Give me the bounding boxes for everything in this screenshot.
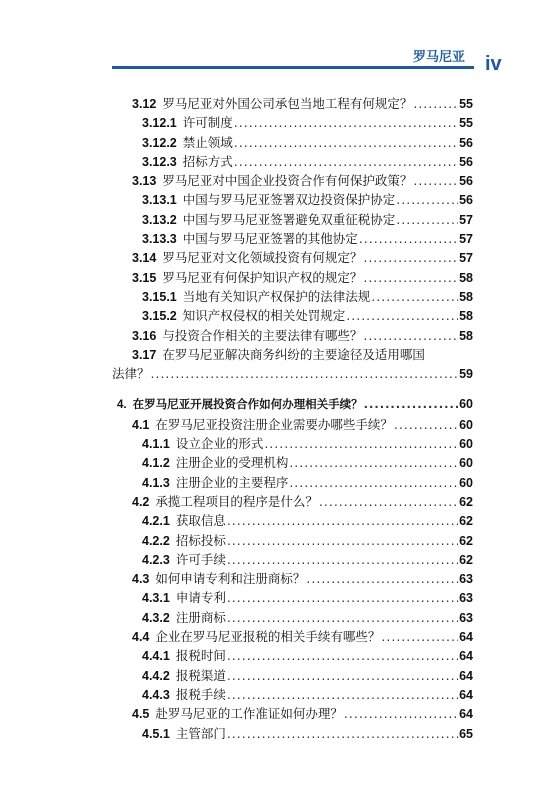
toc-entry-title: 获取信息 xyxy=(175,513,226,529)
toc-entry-title: 主管部门 xyxy=(175,725,226,741)
toc-entry-title: 申请专利 xyxy=(175,590,226,606)
toc-entry-page: 58 xyxy=(459,289,473,304)
toc-entry-title: 如何申请专利和注册商标？ xyxy=(155,571,306,587)
toc-entry-number: 4.1 xyxy=(132,417,150,432)
toc-leader-dots xyxy=(227,646,458,665)
toc-entry[interactable] xyxy=(112,190,473,209)
toc-entry-title: 在罗马尼亚投资注册企业需要办哪些手续？ xyxy=(155,416,393,432)
toc-entry-number: 4.2.2 xyxy=(142,533,170,548)
toc-entry-page: 57 xyxy=(459,251,473,266)
toc-leader-dots xyxy=(413,94,458,113)
toc-entry-page: 60 xyxy=(459,456,473,471)
toc-entry-number: 4.2.1 xyxy=(142,514,170,529)
toc-entry[interactable] xyxy=(112,453,473,472)
toc-leader-dots xyxy=(396,190,458,209)
toc-entry-number: 3.12 xyxy=(132,97,157,111)
toc-leader-dots xyxy=(151,364,459,383)
toc-entry-title: 招标方式 xyxy=(182,153,233,169)
toc-leader-dots xyxy=(364,395,459,414)
toc-entry[interactable] xyxy=(112,152,473,171)
toc-entry-title: 中国与罗马尼亚签署的其他协定 xyxy=(182,231,358,247)
toc-leader-dots xyxy=(359,229,458,248)
toc-entry-page: 65 xyxy=(459,726,473,741)
toc-leader-dots xyxy=(363,268,458,287)
toc-entry-number: 3.16 xyxy=(132,328,157,343)
toc-entry[interactable] xyxy=(112,171,473,190)
toc-entry[interactable] xyxy=(112,268,473,287)
toc-entry[interactable] xyxy=(112,133,473,152)
toc-section-3 xyxy=(112,94,473,345)
toc-entry-page: 56 xyxy=(459,193,473,208)
toc-entry-title: 中国与罗马尼亚签署避免双重征税协定 xyxy=(182,211,396,227)
toc-entry[interactable] xyxy=(112,646,473,665)
toc-leader-dots xyxy=(227,608,458,627)
toc-entry[interactable] xyxy=(112,492,473,511)
toc-entry-title: 企业在罗马尼亚报税的相关手续有哪些？ xyxy=(155,629,381,645)
toc-entry[interactable] xyxy=(112,569,473,588)
toc-entry-number: 4.4.1 xyxy=(142,649,170,664)
toc-entry-number: 3.13.3 xyxy=(142,232,177,247)
header-title: 罗马尼亚 xyxy=(413,50,466,65)
toc-entry[interactable] xyxy=(112,531,473,550)
toc-entry[interactable] xyxy=(112,248,473,267)
toc-entry-title: 注册企业的主要程序 xyxy=(175,474,289,490)
toc-entry-title: 注册企业的受理机构 xyxy=(175,455,289,471)
toc-entry-page: 64 xyxy=(459,630,473,645)
toc-entry[interactable] xyxy=(112,434,473,453)
toc-leader-dots xyxy=(363,326,458,345)
toc-entry-number: 4.1.1 xyxy=(142,437,170,452)
toc-entry-title: 知识产权侵权的相关处罚规定 xyxy=(182,308,346,324)
toc-entry[interactable] xyxy=(112,306,473,325)
toc-entry-title: 罗马尼亚对文化领域投资有何规定？ xyxy=(162,250,363,266)
toc-entry-page: 62 xyxy=(459,494,473,509)
toc-entry-title: 许可制度 xyxy=(182,115,233,131)
toc-entry[interactable] xyxy=(112,627,473,646)
toc-entry-number: 3.12.2 xyxy=(142,135,177,150)
toc-entry-number: 3.15.1 xyxy=(142,289,177,304)
toc-entry[interactable] xyxy=(112,608,473,627)
toc-entry-title: 注册商标 xyxy=(175,609,226,625)
toc-entry-page: 63 xyxy=(459,572,473,587)
toc-entry-page: 56 xyxy=(459,135,473,150)
toc-entry-page: 64 xyxy=(459,707,473,722)
toc-entry-3-17[interactable] xyxy=(112,345,473,384)
toc-entry-title: 赴罗马尼亚的工作准证如何办理？ xyxy=(155,706,343,722)
toc-entry-page: 58 xyxy=(459,328,473,343)
toc-entry-number: 3.13.2 xyxy=(142,212,177,227)
toc-entry[interactable] xyxy=(112,724,473,743)
toc-entry-number: 4.1.2 xyxy=(142,456,170,471)
table-of-contents xyxy=(112,94,473,743)
toc-chapter-page: 60 xyxy=(459,397,473,412)
toc-entry-page: 59 xyxy=(459,367,473,382)
toc-leader-dots xyxy=(227,588,458,607)
toc-leader-dots xyxy=(227,685,458,704)
toc-entry-title: 罗马尼亚有何保护知识产权的规定？ xyxy=(162,269,363,285)
toc-entry-number: 4.3.2 xyxy=(142,610,170,625)
toc-entry-page: 57 xyxy=(459,212,473,227)
toc-entry-title: 承揽工程项目的程序是什么？ xyxy=(155,493,318,509)
toc-entry-title: 中国与罗马尼亚签署双边投资保护协定 xyxy=(182,192,396,208)
toc-entry-page: 64 xyxy=(459,687,473,702)
toc-leader-dots xyxy=(363,248,458,267)
toc-entry-number: 4.3 xyxy=(132,572,150,587)
toc-entry-number: 4.3.1 xyxy=(142,591,170,606)
toc-leader-dots xyxy=(227,511,458,530)
toc-leader-dots xyxy=(289,453,458,472)
toc-entry-number: 3.12.1 xyxy=(142,116,177,131)
toc-entry-title: 禁止领域 xyxy=(182,134,233,150)
toc-entry-page: 62 xyxy=(459,552,473,567)
toc-entry-title: 在罗马尼亚解决商务纠纷的主要途径及适用哪国 xyxy=(162,346,425,362)
toc-entry[interactable] xyxy=(112,704,473,723)
toc-entry-number: 3.12.3 xyxy=(142,154,177,169)
toc-entry-page: 55 xyxy=(459,116,473,131)
toc-entry-title: 与投资合作相关的主要法律有哪些？ xyxy=(162,327,363,343)
toc-chapter-number: 4. xyxy=(117,399,127,412)
toc-entry-title: 许可手续 xyxy=(175,551,226,567)
toc-entry-number: 4.1.3 xyxy=(142,475,170,490)
toc-entry-title: 报税时间 xyxy=(175,648,226,664)
toc-entry[interactable] xyxy=(112,588,473,607)
toc-entry-page: 57 xyxy=(459,232,473,247)
toc-entry-page: 63 xyxy=(459,591,473,606)
toc-entry[interactable] xyxy=(112,94,473,113)
toc-entry-page: 62 xyxy=(459,533,473,548)
toc-chapter-4[interactable] xyxy=(112,395,473,414)
toc-leader-dots xyxy=(264,434,458,453)
toc-entry-number: 3.13.1 xyxy=(142,193,177,208)
toc-leader-dots xyxy=(227,550,458,569)
toc-entry-title-continued: 法律？ xyxy=(112,366,150,382)
toc-entry-title: 报税手续 xyxy=(175,686,226,702)
toc-entry-number: 4.5.1 xyxy=(142,726,170,741)
toc-entry-page: 55 xyxy=(459,97,473,111)
toc-entry-number: 3.15.2 xyxy=(142,309,177,324)
toc-leader-dots xyxy=(227,724,458,743)
toc-entry[interactable] xyxy=(112,511,473,530)
toc-leader-dots xyxy=(319,492,458,511)
header-rule xyxy=(112,66,474,69)
toc-leader-dots xyxy=(344,704,458,723)
toc-leader-dots xyxy=(396,210,458,229)
toc-entry-title: 罗马尼亚对外国公司承包当地工程有何规定？ xyxy=(162,96,413,111)
toc-leader-dots xyxy=(227,666,458,685)
toc-section-4 xyxy=(112,415,473,743)
toc-entry-number: 3.15 xyxy=(132,270,157,285)
toc-entry-number: 3.13 xyxy=(132,174,157,189)
toc-leader-dots xyxy=(306,569,458,588)
toc-entry-title: 罗马尼亚对中国企业投资合作有何保护政策？ xyxy=(162,173,413,189)
toc-leader-dots xyxy=(234,113,458,132)
toc-entry-title: 设立企业的形式 xyxy=(175,436,264,452)
toc-entry-title: 报税渠道 xyxy=(175,667,226,683)
toc-entry[interactable] xyxy=(112,415,473,434)
toc-leader-dots xyxy=(346,306,458,325)
toc-leader-dots xyxy=(234,152,458,171)
toc-leader-dots xyxy=(394,415,458,434)
toc-entry[interactable] xyxy=(112,326,473,345)
toc-leader-dots xyxy=(381,627,458,646)
toc-entry-page: 58 xyxy=(459,270,473,285)
toc-leader-dots xyxy=(227,531,458,550)
toc-entry-page: 64 xyxy=(459,668,473,683)
toc-entry[interactable] xyxy=(112,287,473,306)
toc-entry[interactable] xyxy=(112,113,473,132)
toc-entry-page: 56 xyxy=(459,174,473,189)
toc-entry-number: 3.14 xyxy=(132,251,157,266)
toc-entry[interactable] xyxy=(112,666,473,685)
toc-entry-page: 58 xyxy=(459,309,473,324)
header-page-number: iv xyxy=(485,53,502,75)
toc-entry-page: 63 xyxy=(459,610,473,625)
toc-entry-number: 4.4.2 xyxy=(142,668,170,683)
toc-leader-dots xyxy=(234,133,458,152)
toc-entry-page: 64 xyxy=(459,649,473,664)
toc-leader-dots xyxy=(289,473,458,492)
toc-entry-title: 当地有关知识产权保护的法律法规 xyxy=(182,288,371,304)
toc-entry-page: 60 xyxy=(459,437,473,452)
toc-entry-page: 60 xyxy=(459,417,473,432)
toc-chapter-title: 在罗马尼亚开展投资合作如何办理相关手续？ xyxy=(132,397,363,412)
toc-entry[interactable] xyxy=(112,210,473,229)
toc-entry-number: 4.5 xyxy=(132,707,150,722)
toc-entry-number: 4.4 xyxy=(132,630,150,645)
toc-entry-number: 4.4.3 xyxy=(142,687,170,702)
toc-leader-dots xyxy=(413,171,458,190)
toc-entry[interactable] xyxy=(112,685,473,704)
toc-entry-page: 56 xyxy=(459,154,473,169)
toc-entry[interactable] xyxy=(112,229,473,248)
toc-entry-page: 60 xyxy=(459,475,473,490)
toc-leader-dots xyxy=(371,287,458,306)
toc-entry-number: 4.2 xyxy=(132,494,150,509)
toc-entry[interactable] xyxy=(112,550,473,569)
toc-entry-title: 招标投标 xyxy=(175,532,226,548)
toc-entry[interactable] xyxy=(112,473,473,492)
toc-entry-number: 3.17 xyxy=(132,347,157,362)
toc-entry-number: 4.2.3 xyxy=(142,552,170,567)
toc-entry-page: 62 xyxy=(459,514,473,529)
